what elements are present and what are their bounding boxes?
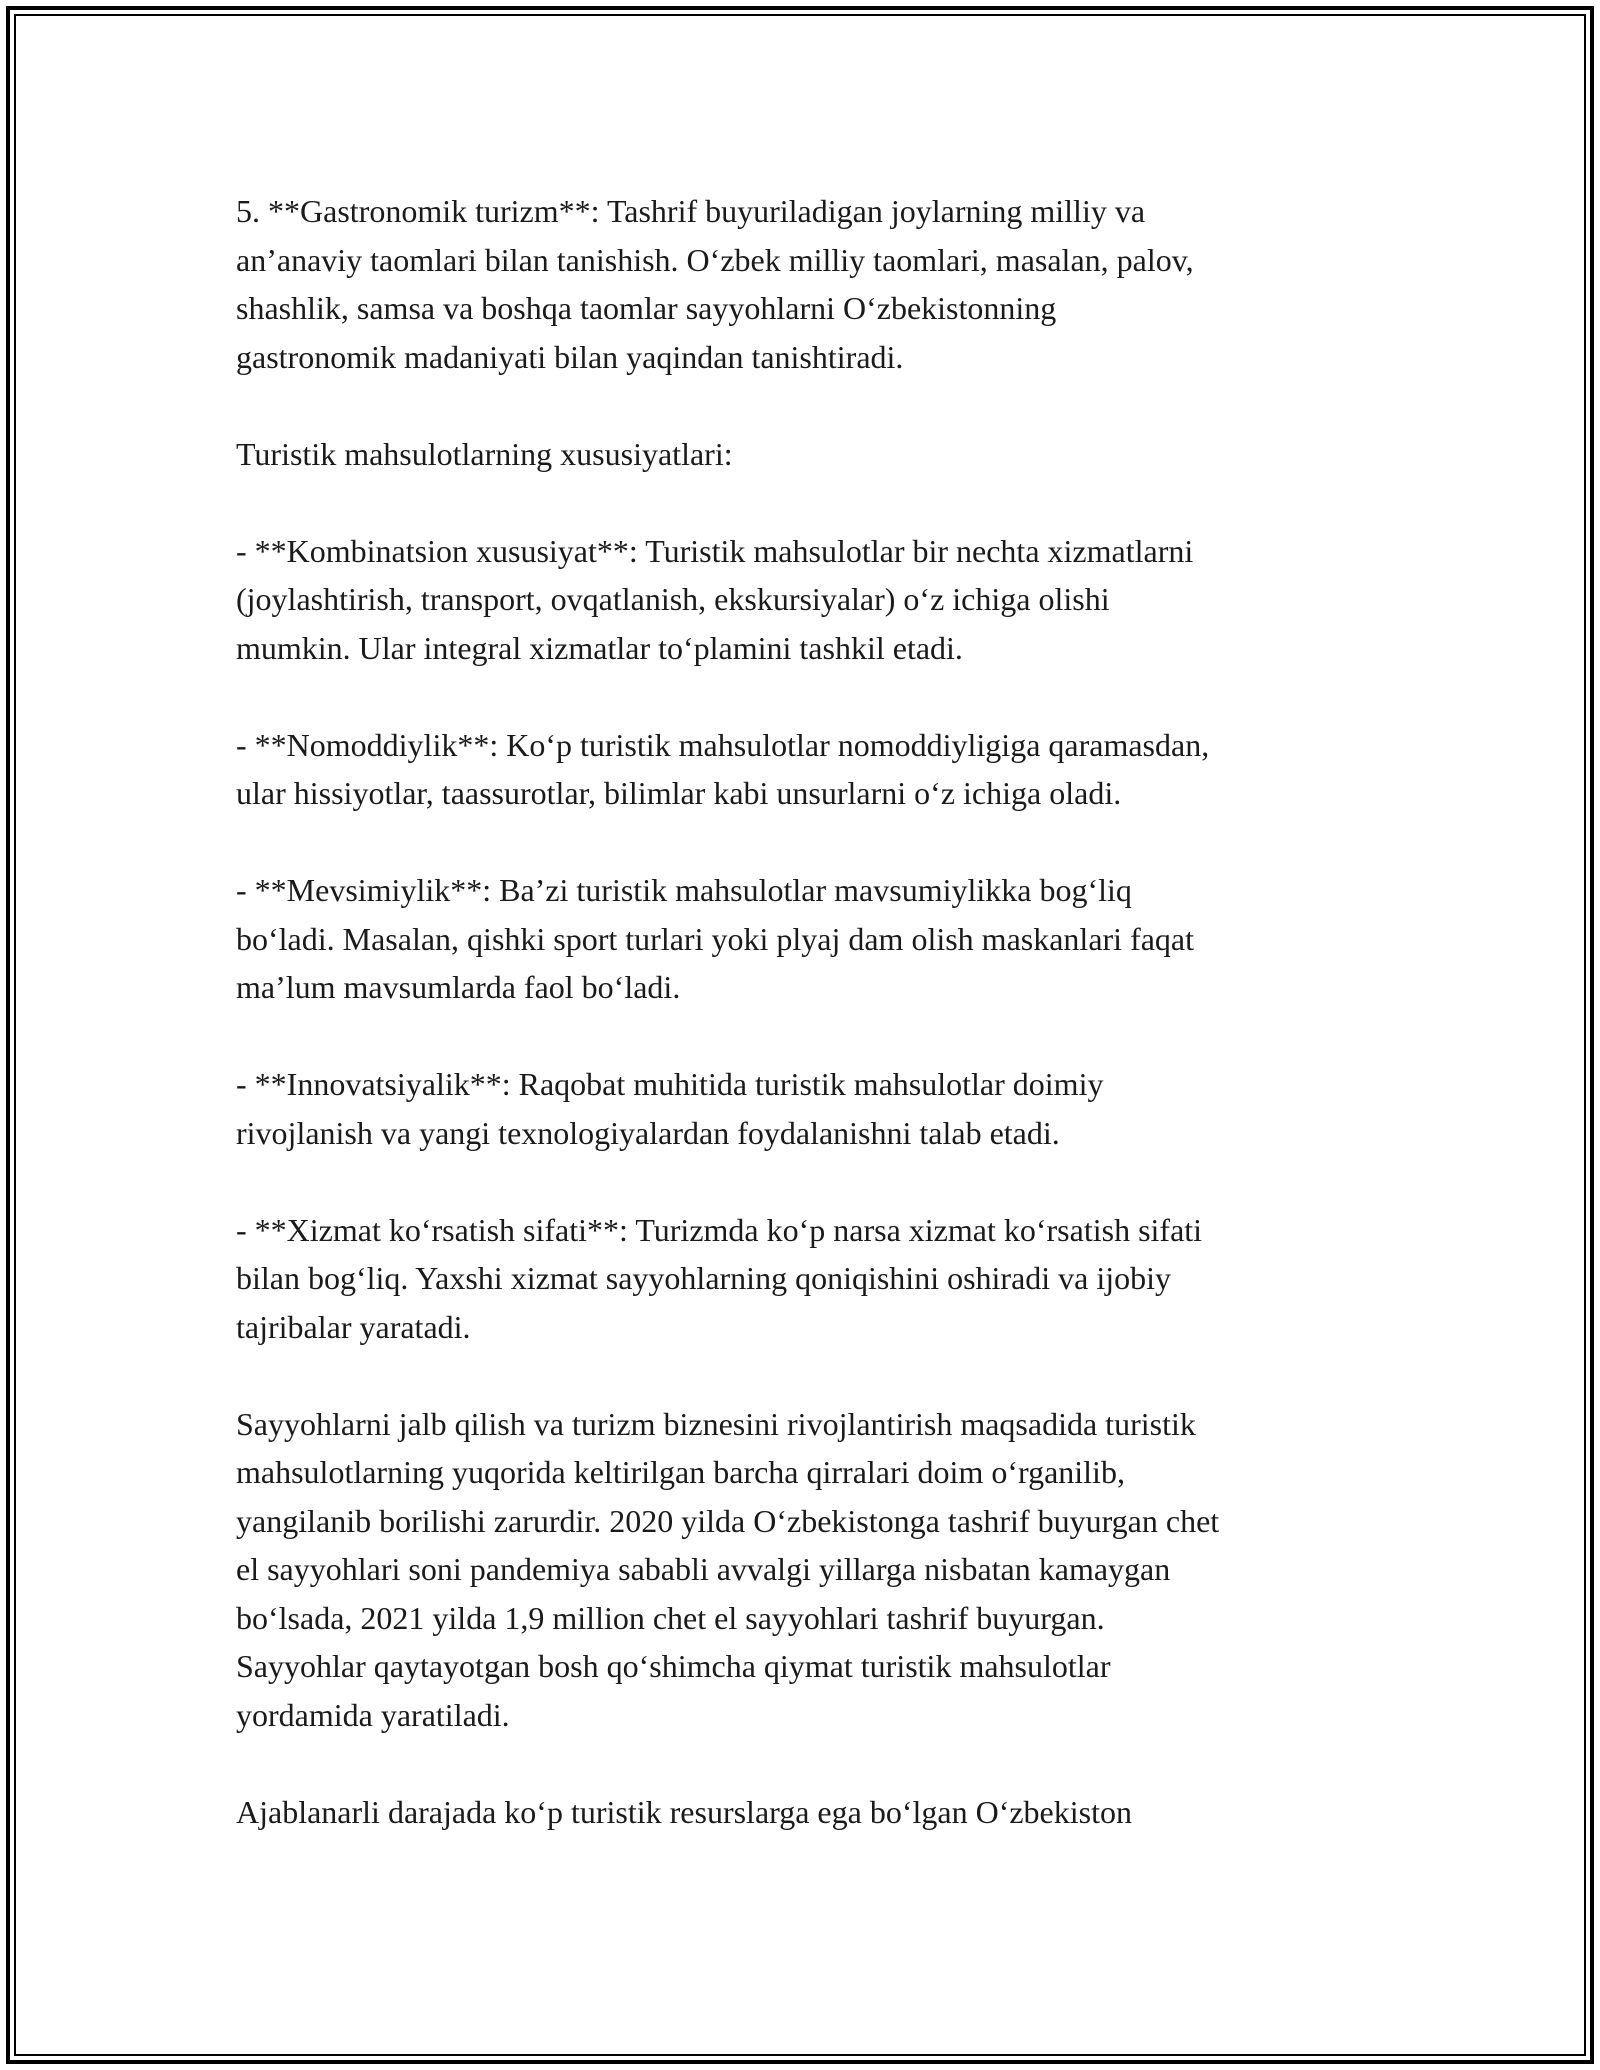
paragraph-gastronomik-turizm: 5. **Gastronomik turizm**: Tashrif buyuriladigan joylarning milliy va an’anaviy taomlari bilan tanishish. O‘zbek milliy taomlari, masalan, palov, shashlik, samsa va boshqa taomlar sayyohlarni O‘zbekistonning gastronomik madaniyati bilan yaqindan tanishtiradi. — [236, 193, 1194, 375]
paragraph-kombinatsion: - **Kombinatsion xususiyat**: Turistik mahsulotlar bir nechta xizmatlarni (joylashtirish, transport, ovqatlanish, ekskursiyalar) o‘z ichiga olishi mumkin. Ular integral xizmatlar to‘plamini tashkil etadi. — [236, 532, 1194, 666]
paragraph-innovatsiyalik: - **Innovatsiyalik**: Raqobat muhitida turistik mahsulotlar doimiy rivojlanish va yangi texnologiyalardan foydalanishni talab etadi. — [236, 1066, 1104, 1151]
paragraph-nomoddiylik: - **Nomoddiylik**: Ko‘p turistik mahsulotlar nomoddiyligiga qaramasdan, ular hissiyotlar, taassurotlar, bilimlar kabi unsurlarni o‘z ichiga oladi. — [236, 726, 1210, 811]
paragraph-ajablanarli: Ajablanarli darajada ko‘p turistik resurslarga ega bo‘lgan O‘zbekiston — [236, 1793, 1132, 1830]
paragraph-xizmat-sifati: - **Xizmat ko‘rsatish sifati**: Turizmda ko‘p narsa xizmat ko‘rsatish sifati bilan bog‘liq. Yaxshi xizmat sayyohlarning qoniqishini oshiradi va ijobiy tajribalar yaratadi. — [236, 1211, 1203, 1345]
paragraph-xususiyatlar-heading: Turistik mahsulotlarning xususiyatlari: — [236, 435, 733, 472]
document-body — [236, 187, 1376, 1885]
paragraph-sayyohlar-statistika: Sayyohlarni jalb qilish va turizm biznesini rivojlantirish maqsadida turistik mahsulotlarning yuqorida keltirilgan barcha qirralari doim o‘rganilib, yangilanib borilishi zarurdir. 2020 yilda O‘zbekistonga tashrif buyurgan chet el sayyohlari soni pandemiya sababli avvalgi yillarga nisbatan kamaygan bo‘lsada, 2021 yilda 1,9 million chet el sayyohlari tashrif buyurgan. Sayyohlar qaytayotgan bosh qo‘shimcha qiymat turistik mahsulotlar yordamida yaratiladi. — [236, 1405, 1220, 1733]
paragraph-mevsimiylik: - **Mevsimiylik**: Ba’zi turistik mahsulotlar mavsumiylikka bog‘liq bo‘ladi. Masalan, qishki sport turlari yoki plyaj dam olish maskanlari faqat ma’lum mavsumlarda faol bo‘ladi. — [236, 872, 1195, 1005]
